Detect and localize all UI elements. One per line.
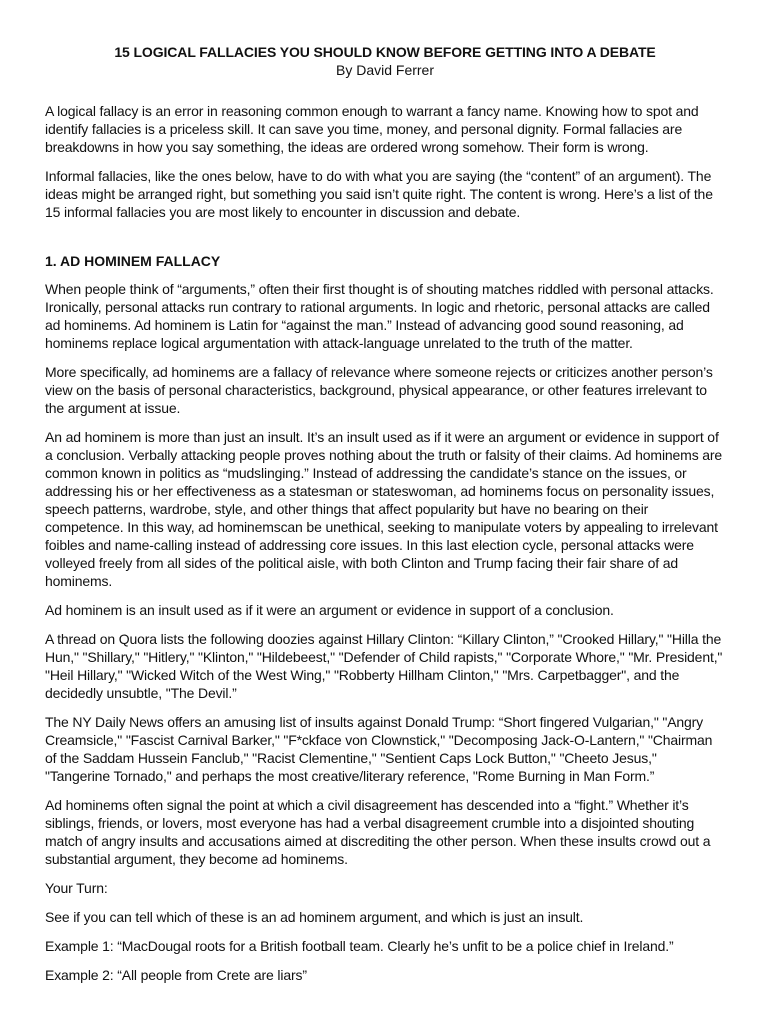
body-paragraph: More specifically, ad hominems are a fallacy of relevance where someone rejects or criticizes another person’s view on the basis of personal characteristics, background, physical appearance, or other features irrelevant to the argument at issue. bbox=[45, 364, 713, 416]
body-paragraph: The NY Daily News offers an amusing list of insults against Donald Trump: “Short fingered Vulgarian," "Angry Creamsicle," "Fascist Carnival Barker," "F*ckface von Clownstick," "Decomposing Jack-O-Lantern," "Chairman of the Saddam Hussein Fanclub," "Racist Clementine," "Sentient Caps Lock Button," "Cheeto Jesus," "Tangerine Tornado," and perhaps the most creative/literary reference, "Rome Burning in Man Form.” bbox=[45, 714, 713, 784]
section-heading: 1. AD HOMINEM FALLACY bbox=[45, 253, 221, 269]
example-item: Example 1: “MacDougal roots for a British football team. Clearly he’s unfit to be a police chief in Ireland.” bbox=[45, 938, 674, 954]
intro-paragraph: Informal fallacies, like the ones below, have to do with what you are saying (the “content” of an argument). The ideas might be arranged right, but something you said isn’t quite right. The content is wrong. Here’s a list of the 15 informal fallacies you are most likely to encounter in discussion and debate. bbox=[45, 168, 713, 220]
example-item: Example 2: “All people from Crete are liars” bbox=[45, 967, 307, 983]
body-paragraph: See if you can tell which of these is an ad hominem argument, and which is just an insult. bbox=[45, 909, 584, 925]
document-title: 15 LOGICAL FALLACIES YOU SHOULD KNOW BEFORE GETTING INTO A DEBATE bbox=[114, 44, 656, 60]
body-paragraph: When people think of “arguments,” often their first thought is of shouting matches riddled with personal attacks. Ironically, personal attacks run contrary to rational arguments. In logic and rhetoric, personal attacks are called ad hominems. Ad hominem is Latin for “against the man.” Instead of advancing good sound reasoning, ad hominems replace logical argumentation with attack-language unrelated to the truth of the matter. bbox=[45, 281, 714, 351]
document-author: By David Ferrer bbox=[335, 62, 435, 78]
document-page bbox=[45, 44, 725, 995]
body-paragraph: A thread on Quora lists the following doozies against Hillary Clinton: “Killary Clinton,” "Crooked Hillary," "Hilla the Hun," "Shillary," "Hitlery," "Klinton," "Hildebeest," "Defender of Child rapists," "Corporate Whore," "Mr. President," "Heil Hillary," "Wicked Witch of the West Wing," "Robberty Hillham Clinton," "Mrs. Carpetbagger", and the decidedly unsubtle, "The Devil.” bbox=[45, 631, 723, 701]
intro-paragraph: A logical fallacy is an error in reasoning common enough to warrant a fancy name. Knowing how to spot and identify fallacies is a priceless skill. It can save you time, money, and personal dignity. Formal fallacies are breakdowns in how you say something, the ideas are ordered wrong somehow. Their form is wrong. bbox=[45, 103, 699, 155]
body-paragraph: Ad hominems often signal the point at which a civil disagreement has descended into a “fight.” Whether it’s siblings, friends, or lovers, most everyone has had a verbal disagreement crumble into a disjointed shouting match of angry insults and accusations aimed at discrediting the other person. When these insults crowd out a substantial argument, they become ad hominems. bbox=[45, 797, 711, 867]
body-paragraph: An ad hominem is more than just an insult. It’s an insult used as if it were an argument or evidence in support of a conclusion. Verbally attacking people proves nothing about the truth or falsity of their claims. Ad hominems are common known in politics as “mudslinging.” Instead of addressing the candidate’s stance on the issues, or addressing his or her effectiveness as a statesman or stateswoman, ad hominems focus on personality issues, speech patterns, wardrobe, style, and other things that affect popularity but have no bearing on their competence. In this way, ad hominemscan be unethical, seeking to manipulate voters by appealing to irrelevant foibles and name-calling instead of addressing core issues. In this last election cycle, personal attacks were volleyed freely from all sides of the political aisle, with both Clinton and Trump facing their fair share of ad hominems. bbox=[45, 429, 723, 589]
body-paragraph: Ad hominem is an insult used as if it were an argument or evidence in support of a conclusion. bbox=[45, 602, 614, 618]
your-turn-label: Your Turn: bbox=[45, 880, 108, 896]
